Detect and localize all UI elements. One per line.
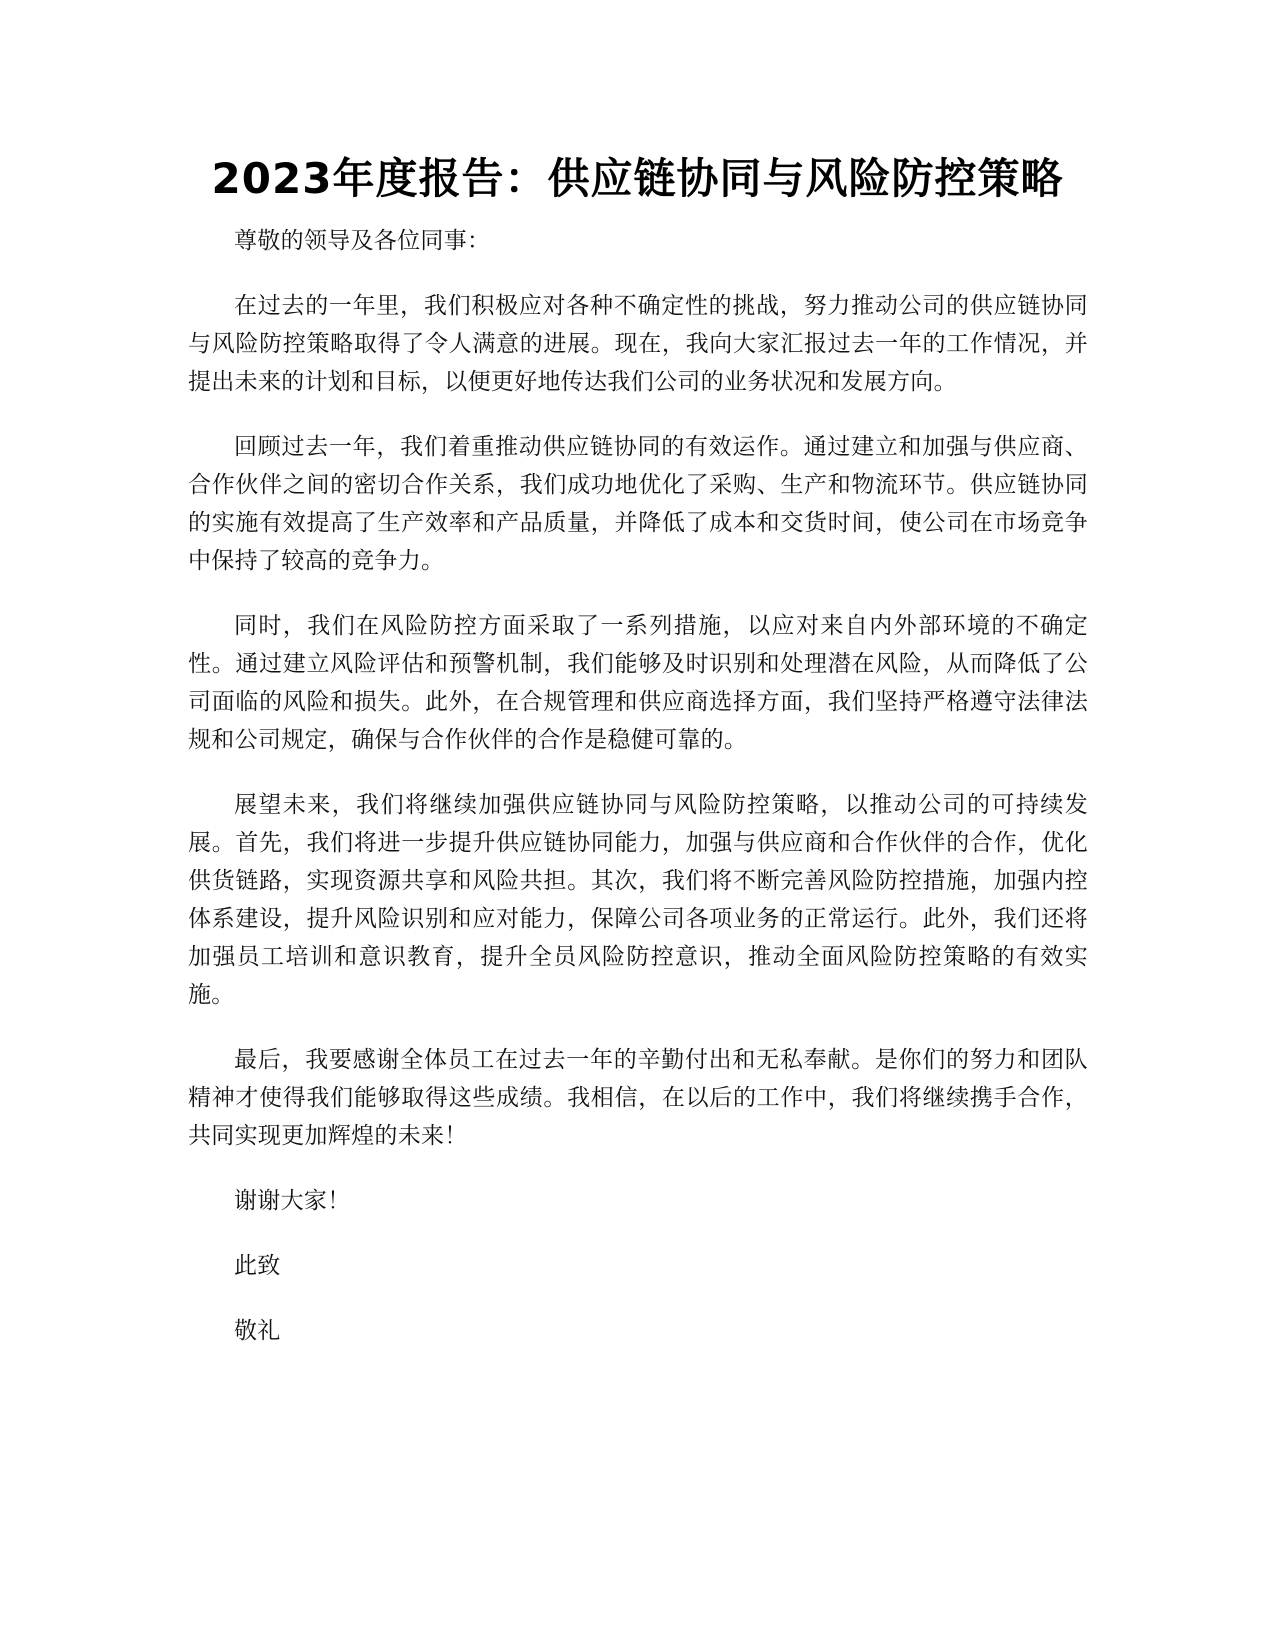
paragraph-risk-control: 同时，我们在风险防控方面采取了一系列措施，以应对来自内外部环境的不确定性。通过建立风险评估和预警机制，我们能够及时识别和处理潜在风险，从而降低了公司面临的风险和损失。此外，在合规管理和供应商选择方面，我们坚持严格遵守法律法规和公司规定，确保与合作伙伴的合作是稳健可靠的。 [188,613,1088,753]
salutation: 尊敬的领导及各位同事： [234,228,491,254]
thanks-line: 谢谢大家！ [234,1188,351,1214]
closing-line-2: 敬礼 [234,1318,281,1344]
document-title: 2023年度报告：供应链协同与风险防控策略 [211,154,1064,203]
paragraph-gratitude: 最后，我要感谢全体员工在过去一年的辛勤付出和无私奉献。是你们的努力和团队精神才使得我们能够取得这些成绩。我相信，在以后的工作中，我们将继续携手合作，共同实现更加辉煌的未来！ [188,1047,1088,1149]
paragraph-outlook: 展望未来，我们将继续加强供应链协同与风险防控策略，以推动公司的可持续发展。首先，我们将进一步提升供应链协同能力，加强与供应商和合作伙伴的合作，优化供货链路，实现资源共享和风险共担。其次，我们将不断完善风险防控措施，加强内控体系建设，提升风险识别和应对能力，保障公司各项业务的正常运行。此外，我们还将加强员工培训和意识教育，提升全员风险防控意识，推动全面风险防控策略的有效实施。 [188,792,1088,1008]
paragraph-review: 回顾过去一年，我们着重推动供应链协同的有效运作。通过建立和加强与供应商、合作伙伴之间的密切合作关系，我们成功地优化了采购、生产和物流环节。供应链协同的实施有效提高了生产效率和产品质量，并降低了成本和交货时间，使公司在市场竞争中保持了较高的竞争力。 [188,434,1088,574]
closing-line-1: 此致 [234,1253,281,1279]
document-body [188,222,1088,1377]
paragraph-intro: 在过去的一年里，我们积极应对各种不确定性的挑战，努力推动公司的供应链协同与风险防控策略取得了令人满意的进展。现在，我向大家汇报过去一年的工作情况，并提出未来的计划和目标，以便更好地传达我们公司的业务状况和发展方向。 [188,293,1088,395]
